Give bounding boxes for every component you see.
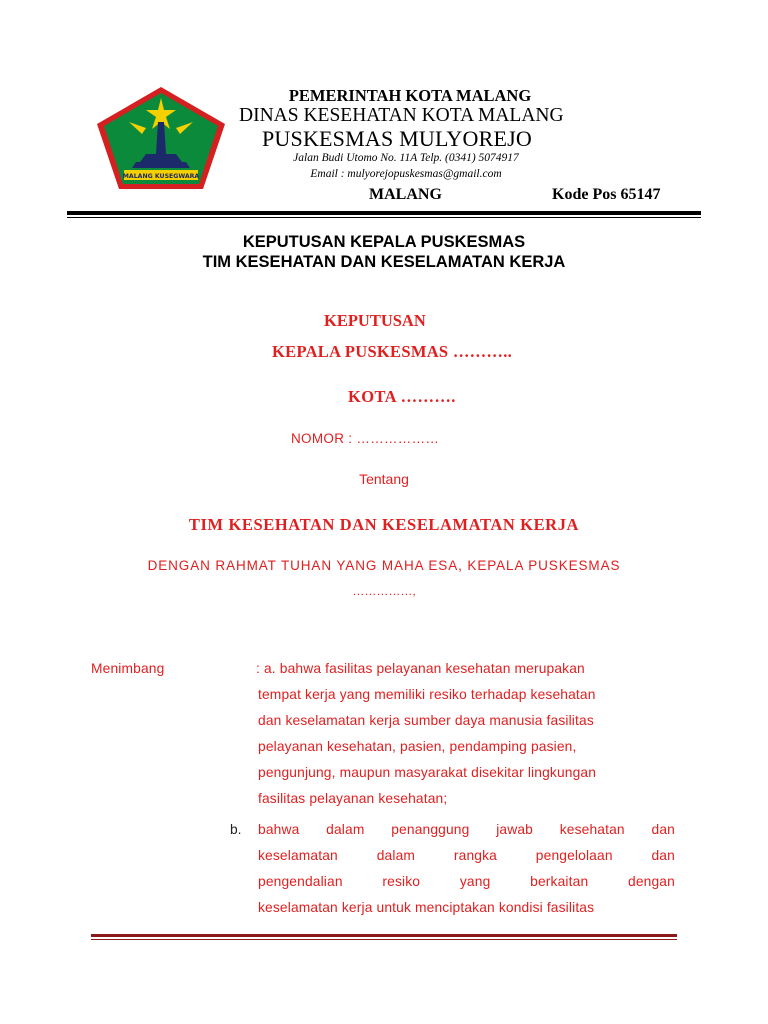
word: pengelolaan: [535, 848, 613, 863]
document-subtitle: TIM KESEHATAN DAN KESELAMATAN KERJA: [202, 253, 566, 271]
letterhead-rule: [67, 211, 701, 215]
footer-rule: [91, 934, 677, 937]
word: bahwa: [258, 822, 300, 837]
decree-city: KOTA ……….: [348, 387, 456, 406]
word: pengendalian: [258, 874, 343, 889]
word: dalam: [376, 848, 416, 863]
menimbang-a-first-line: : a. bahwa fasilitas pelayanan kesehatan merupakan: [256, 661, 585, 676]
menimbang-a-line: pengunjung, maupun masyarakat disekitar lingkungan: [258, 765, 597, 780]
word: resiko: [382, 874, 421, 889]
menimbang-a-line: fasilitas pelayanan kesehatan;: [258, 791, 448, 806]
word: berkaitan: [530, 874, 589, 889]
word: keselamatan: [258, 848, 338, 863]
menimbang-b-line: [258, 848, 675, 863]
letterhead-postcode: Kode Pos 65147: [552, 186, 661, 203]
menimbang-b-marker: b.: [230, 822, 242, 837]
menimbang-a-line: pelayanan kesehatan, pasien, pendamping pasien,: [258, 739, 577, 754]
svg-text:MALANG KUSEGWARA: MALANG KUSEGWARA: [122, 173, 200, 180]
word: dan: [651, 848, 675, 863]
menimbang-a-line: dan keselamatan kerja sumber daya manusia fasilitas: [258, 713, 594, 728]
word: penanggung: [391, 822, 470, 837]
word: rangka: [453, 848, 497, 863]
decree-head-of-puskesmas: KEPALA PUSKESMAS ………..: [272, 342, 513, 361]
letterhead-rule-thin: [67, 217, 701, 218]
word: yang: [459, 874, 491, 889]
letterhead-email: Email : mulyorejopuskesmas@gmail.com: [310, 168, 502, 180]
decree-preamble-dots: ……………,: [352, 584, 416, 598]
letterhead-department: DINAS KESEHATAN KOTA MALANG: [239, 105, 564, 126]
word: dalam: [326, 822, 365, 837]
letterhead-address: Jalan Budi Utomo No. 11A Telp. (0341) 5074917: [293, 152, 519, 164]
decree-about: Tentang: [359, 471, 409, 487]
word: jawab: [496, 822, 533, 837]
word: dengan: [628, 874, 675, 889]
decree-heading: KEPUTUSAN: [324, 311, 426, 330]
decree-subject: TIM KESEHATAN DAN KESELAMATAN KERJA: [188, 515, 580, 534]
word: kesehatan: [559, 822, 625, 837]
menimbang-b-line: keselamatan kerja untuk menciptakan kondisi fasilitas: [258, 900, 595, 915]
menimbang-label: Menimbang: [91, 661, 165, 676]
decree-number: NOMOR : ………………: [291, 431, 440, 446]
letterhead-government: PEMERINTAH KOTA MALANG: [288, 86, 532, 105]
footer-rule-thin: [91, 939, 677, 940]
letterhead-city: MALANG: [369, 186, 442, 203]
word: dan: [651, 822, 675, 837]
menimbang-b-line: [258, 822, 675, 837]
menimbang-b-line: [258, 874, 675, 889]
letterhead-institution: PUSKESMAS MULYOREJO: [262, 126, 532, 151]
menimbang-a-line: tempat kerja yang memiliki resiko terhadap kesehatan: [258, 687, 596, 702]
document-title: KEPUTUSAN KEPALA PUSKESMAS: [242, 233, 526, 251]
decree-preamble: DENGAN RAHMAT TUHAN YANG MAHA ESA, KEPALA PUSKESMAS: [147, 558, 621, 573]
